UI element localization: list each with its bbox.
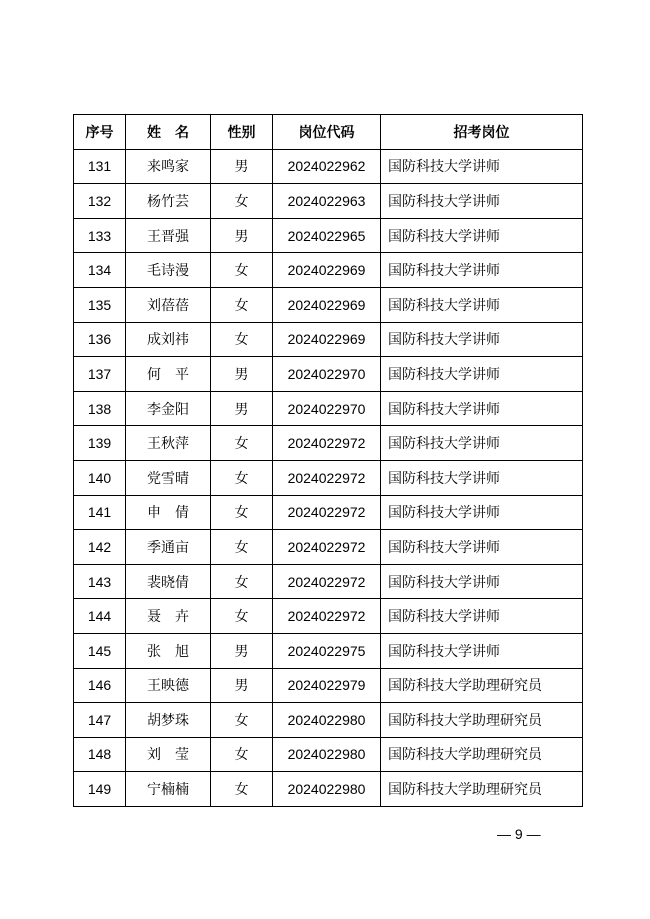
cell-seq: 139	[74, 426, 126, 461]
cell-name: 杨竹芸	[126, 184, 211, 219]
table-row	[74, 391, 583, 426]
cell-code: 2024022980	[273, 737, 381, 772]
cell-code: 2024022970	[273, 357, 381, 392]
header-post: 招考岗位	[381, 115, 583, 150]
cell-name: 刘 莹	[126, 737, 211, 772]
cell-code: 2024022972	[273, 495, 381, 530]
cell-gender: 女	[211, 703, 273, 738]
cell-name: 季通亩	[126, 530, 211, 565]
cell-gender: 男	[211, 391, 273, 426]
cell-name: 裴晓倩	[126, 564, 211, 599]
cell-code: 2024022965	[273, 218, 381, 253]
cell-name: 毛诗漫	[126, 253, 211, 288]
cell-code: 2024022972	[273, 460, 381, 495]
cell-seq: 140	[74, 460, 126, 495]
cell-gender: 女	[211, 772, 273, 807]
cell-post: 国防科技大学讲师	[381, 530, 583, 565]
cell-post: 国防科技大学讲师	[381, 357, 583, 392]
cell-name: 党雪晴	[126, 460, 211, 495]
cell-seq: 133	[74, 218, 126, 253]
table-row	[74, 149, 583, 184]
table-row	[74, 737, 583, 772]
cell-name: 王映德	[126, 668, 211, 703]
cell-gender: 女	[211, 287, 273, 322]
cell-gender: 男	[211, 218, 273, 253]
table-row	[74, 564, 583, 599]
cell-gender: 女	[211, 460, 273, 495]
cell-seq: 146	[74, 668, 126, 703]
header-seq: 序号	[74, 115, 126, 150]
cell-post: 国防科技大学讲师	[381, 633, 583, 668]
cell-post: 国防科技大学助理研究员	[381, 703, 583, 738]
cell-name: 宁楠楠	[126, 772, 211, 807]
table-row	[74, 322, 583, 357]
cell-seq: 141	[74, 495, 126, 530]
cell-code: 2024022970	[273, 391, 381, 426]
cell-post: 国防科技大学讲师	[381, 253, 583, 288]
table-row	[74, 530, 583, 565]
table-header-row	[74, 115, 583, 150]
cell-name: 何 平	[126, 357, 211, 392]
cell-post: 国防科技大学讲师	[381, 495, 583, 530]
cell-name: 成刘祎	[126, 322, 211, 357]
cell-seq: 136	[74, 322, 126, 357]
cell-seq: 132	[74, 184, 126, 219]
cell-code: 2024022969	[273, 253, 381, 288]
cell-code: 2024022969	[273, 287, 381, 322]
cell-name: 王秋萍	[126, 426, 211, 461]
table-row	[74, 184, 583, 219]
cell-post: 国防科技大学讲师	[381, 460, 583, 495]
cell-seq: 144	[74, 599, 126, 634]
cell-gender: 男	[211, 668, 273, 703]
cell-post: 国防科技大学讲师	[381, 391, 583, 426]
cell-post: 国防科技大学助理研究员	[381, 668, 583, 703]
cell-post: 国防科技大学讲师	[381, 426, 583, 461]
header-code: 岗位代码	[273, 115, 381, 150]
cell-seq: 148	[74, 737, 126, 772]
cell-code: 2024022969	[273, 322, 381, 357]
cell-gender: 女	[211, 495, 273, 530]
cell-gender: 男	[211, 633, 273, 668]
table-row	[74, 495, 583, 530]
table-row	[74, 460, 583, 495]
cell-seq: 143	[74, 564, 126, 599]
cell-seq: 149	[74, 772, 126, 807]
cell-post: 国防科技大学助理研究员	[381, 737, 583, 772]
cell-gender: 女	[211, 322, 273, 357]
table-row	[74, 599, 583, 634]
cell-code: 2024022963	[273, 184, 381, 219]
cell-post: 国防科技大学讲师	[381, 322, 583, 357]
header-gender: 性别	[211, 115, 273, 150]
cell-code: 2024022980	[273, 703, 381, 738]
cell-gender: 女	[211, 184, 273, 219]
cell-seq: 135	[74, 287, 126, 322]
cell-name: 王晋强	[126, 218, 211, 253]
table-row	[74, 772, 583, 807]
cell-gender: 男	[211, 149, 273, 184]
cell-seq: 131	[74, 149, 126, 184]
cell-post: 国防科技大学讲师	[381, 599, 583, 634]
cell-code: 2024022980	[273, 772, 381, 807]
cell-post: 国防科技大学助理研究员	[381, 772, 583, 807]
cell-code: 2024022975	[273, 633, 381, 668]
cell-name: 来鸣家	[126, 149, 211, 184]
cell-post: 国防科技大学讲师	[381, 149, 583, 184]
cell-seq: 134	[74, 253, 126, 288]
cell-seq: 138	[74, 391, 126, 426]
roster-table	[73, 114, 583, 807]
cell-name: 张 旭	[126, 633, 211, 668]
cell-gender: 女	[211, 564, 273, 599]
cell-post: 国防科技大学讲师	[381, 287, 583, 322]
cell-code: 2024022962	[273, 149, 381, 184]
cell-name: 聂 卉	[126, 599, 211, 634]
cell-post: 国防科技大学讲师	[381, 218, 583, 253]
cell-gender: 女	[211, 737, 273, 772]
cell-gender: 男	[211, 357, 273, 392]
cell-name: 李金阳	[126, 391, 211, 426]
cell-post: 国防科技大学讲师	[381, 184, 583, 219]
cell-seq: 142	[74, 530, 126, 565]
table-row	[74, 357, 583, 392]
cell-seq: 145	[74, 633, 126, 668]
cell-name: 申 倩	[126, 495, 211, 530]
cell-code: 2024022972	[273, 426, 381, 461]
header-name: 姓 名	[126, 115, 211, 150]
table-row	[74, 426, 583, 461]
table-row	[74, 633, 583, 668]
table-row	[74, 287, 583, 322]
cell-code: 2024022972	[273, 564, 381, 599]
cell-gender: 女	[211, 599, 273, 634]
cell-gender: 女	[211, 426, 273, 461]
cell-gender: 女	[211, 530, 273, 565]
table-body	[74, 149, 583, 806]
cell-code: 2024022972	[273, 530, 381, 565]
table-row	[74, 668, 583, 703]
cell-seq: 147	[74, 703, 126, 738]
cell-gender: 女	[211, 253, 273, 288]
cell-code: 2024022979	[273, 668, 381, 703]
table-row	[74, 703, 583, 738]
cell-name: 刘蓓蓓	[126, 287, 211, 322]
table-row	[74, 218, 583, 253]
cell-seq: 137	[74, 357, 126, 392]
cell-post: 国防科技大学讲师	[381, 564, 583, 599]
cell-code: 2024022972	[273, 599, 381, 634]
table-row	[74, 253, 583, 288]
page-number: — 9 —	[497, 826, 541, 842]
cell-name: 胡梦珠	[126, 703, 211, 738]
